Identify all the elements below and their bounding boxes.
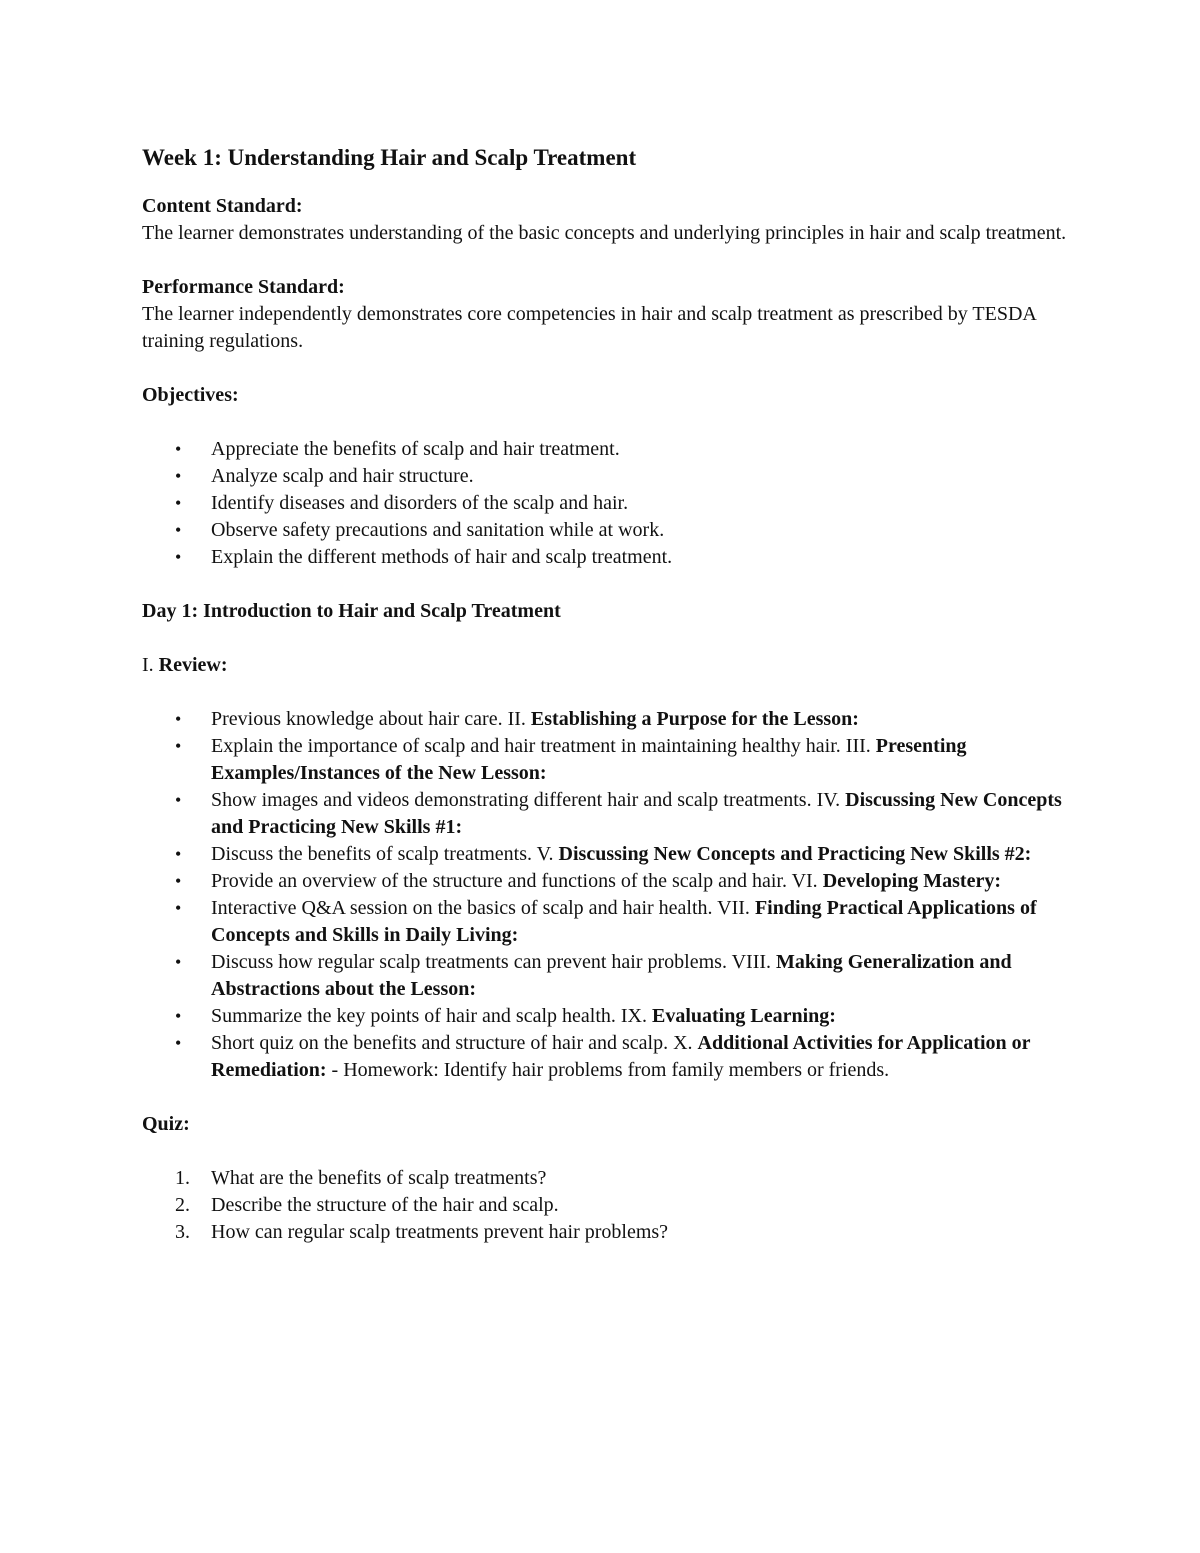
list-item: [142, 787, 1072, 841]
activity-heading: Evaluating Learning:: [652, 1005, 836, 1027]
performance-standard-section: [142, 274, 1072, 355]
performance-standard-text: The learner independently demonstrates core competencies in hair and scalp treatment as prescribed by TESDA training regulations.: [142, 303, 1036, 352]
bullet-dot-icon: •: [175, 898, 182, 918]
document-page: [142, 140, 1072, 1246]
quiz-number: 2.: [175, 1194, 190, 1216]
bullet-dot-icon: •: [175, 466, 182, 486]
content-standard-section: [142, 193, 1072, 247]
bullet-dot-icon: •: [175, 439, 182, 459]
bullet-dot-icon: •: [175, 709, 182, 729]
bullet-dot-icon: •: [175, 844, 182, 864]
activity-tail: - Homework: Identify hair problems from family members or friends.: [326, 1059, 890, 1081]
activity-text: Short quiz on the benefits and structure of hair and scalp. X.: [211, 1032, 698, 1054]
objective-text: Analyze scalp and hair structure.: [211, 465, 474, 487]
activity-heading: Developing Mastery:: [822, 870, 1001, 892]
bullet-dot-icon: •: [175, 520, 182, 540]
activity-text: Explain the importance of scalp and hair treatment in maintaining healthy hair. III.: [211, 735, 876, 757]
activity-text: Discuss the benefits of scalp treatments. V.: [211, 843, 559, 865]
review-heading: [142, 652, 1072, 679]
activity-heading: Presenting Examples/Instances of the New Lesson:: [211, 735, 967, 784]
bullet-dot-icon: •: [175, 790, 182, 810]
quiz-section: [142, 1111, 1072, 1246]
objectives-list: [142, 436, 1072, 571]
activity-heading: Finding Practical Applications of Concepts and Skills in Daily Living:: [211, 897, 1037, 946]
activity-heading: Discussing New Concepts and Practicing New Skills #2:: [558, 843, 1032, 865]
list-item: [142, 868, 1072, 895]
list-item: [142, 949, 1072, 1003]
list-item: [142, 1192, 1072, 1219]
bullet-dot-icon: •: [175, 1006, 182, 1026]
quiz-question: Describe the structure of the hair and scalp.: [211, 1194, 559, 1216]
document-title: Week 1: Understanding Hair and Scalp Treatment: [142, 145, 637, 170]
bullet-dot-icon: •: [175, 952, 182, 972]
activity-heading: Additional Activities for Application or Remediation:: [211, 1032, 1031, 1081]
list-item: [142, 1030, 1072, 1084]
list-item: [142, 436, 1072, 463]
objective-text: Observe safety precautions and sanitation while at work.: [211, 519, 665, 541]
objectives-label: Objectives:: [142, 384, 239, 406]
list-item: [142, 1165, 1072, 1192]
performance-standard-label: Performance Standard:: [142, 276, 345, 298]
list-item: [142, 463, 1072, 490]
activity-text: Summarize the key points of hair and scalp health. IX.: [211, 1005, 652, 1027]
quiz-question: What are the benefits of scalp treatments?: [211, 1167, 547, 1189]
bullet-dot-icon: •: [175, 493, 182, 513]
activity-heading: Making Generalization and Abstractions about the Lesson:: [211, 951, 1012, 1000]
day1-heading: Day 1: Introduction to Hair and Scalp Treatment: [142, 600, 561, 622]
quiz-list: [142, 1165, 1072, 1246]
activity-text: Provide an overview of the structure and functions of the scalp and hair. VI.: [211, 870, 823, 892]
bullet-dot-icon: •: [175, 1033, 182, 1053]
activity-text: Previous knowledge about hair care. II.: [211, 708, 531, 730]
list-item: [142, 544, 1072, 571]
objective-text: Explain the different methods of hair and scalp treatment.: [211, 546, 673, 568]
objective-text: Identify diseases and disorders of the scalp and hair.: [211, 492, 629, 514]
review-prefix: I.: [142, 654, 159, 676]
day1-activity-list: [142, 706, 1072, 1084]
list-item: [142, 733, 1072, 787]
activity-heading: Establishing a Purpose for the Lesson:: [530, 708, 859, 730]
content-standard-label: Content Standard:: [142, 195, 303, 217]
bullet-dot-icon: •: [175, 547, 182, 567]
quiz-number: 1.: [175, 1167, 190, 1189]
objectives-section: [142, 382, 1072, 571]
list-item: [142, 706, 1072, 733]
list-item: [142, 1003, 1072, 1030]
list-item: [142, 517, 1072, 544]
quiz-number: 3.: [175, 1221, 190, 1243]
quiz-question: How can regular scalp treatments prevent hair problems?: [211, 1221, 669, 1243]
list-item: [142, 895, 1072, 949]
bullet-dot-icon: •: [175, 736, 182, 756]
content-standard-text: The learner demonstrates understanding of the basic concepts and underlying principles in hair and scalp treatment.: [142, 222, 1067, 244]
list-item: [142, 841, 1072, 868]
list-item: [142, 1219, 1072, 1246]
bullet-dot-icon: •: [175, 871, 182, 891]
day1-section: [142, 598, 1072, 1084]
quiz-label: Quiz:: [142, 1113, 190, 1135]
list-item: [142, 490, 1072, 517]
review-label: Review:: [158, 654, 228, 676]
objective-text: Appreciate the benefits of scalp and hair treatment.: [211, 438, 620, 460]
activity-text: Show images and videos demonstrating different hair and scalp treatments. IV.: [211, 789, 846, 811]
activity-heading: Discussing New Concepts and Practicing New Skills #1:: [211, 789, 1062, 838]
activity-text: Interactive Q&A session on the basics of scalp and hair health. VII.: [211, 897, 755, 919]
activity-text: Discuss how regular scalp treatments can prevent hair problems. VIII.: [211, 951, 777, 973]
